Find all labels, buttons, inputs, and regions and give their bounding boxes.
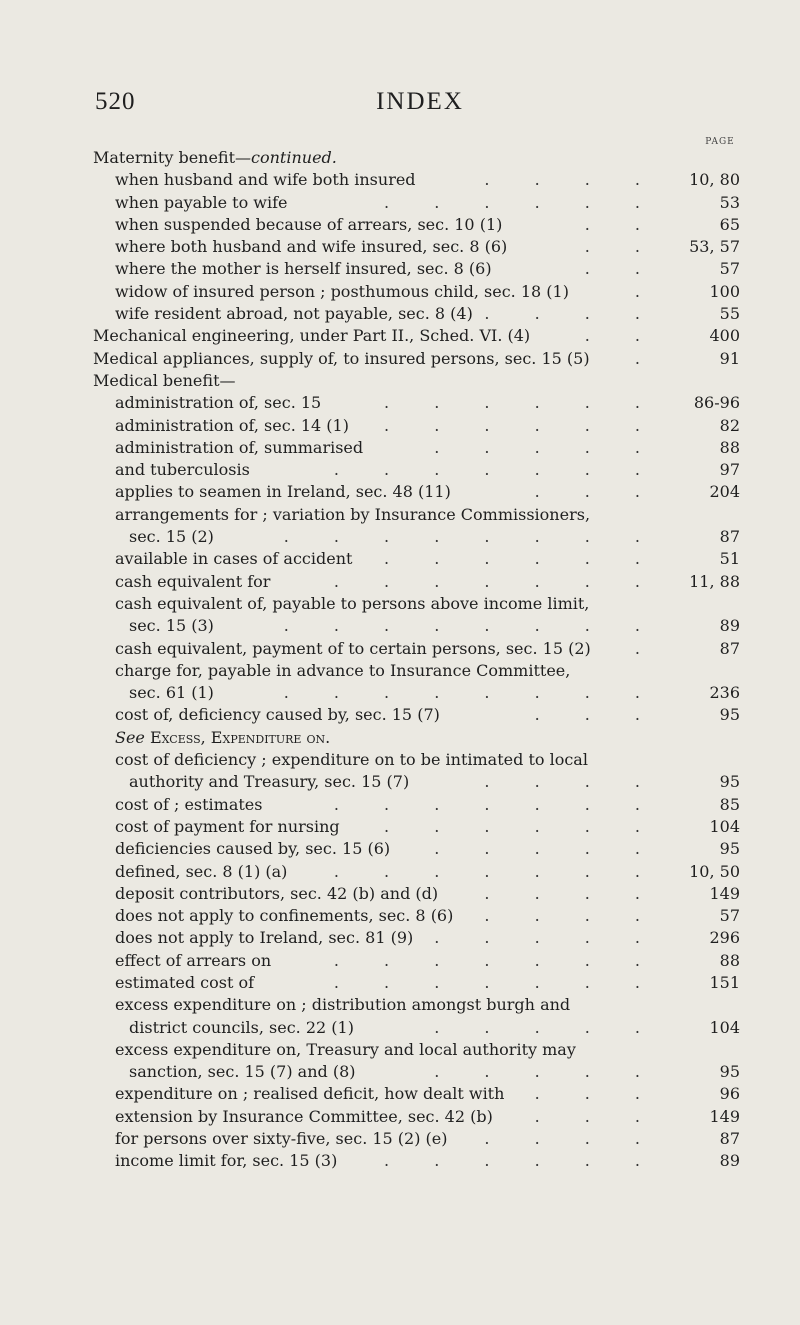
entry-page-ref: 104 bbox=[709, 816, 740, 836]
entry-page-ref: 85 bbox=[719, 794, 740, 814]
index-entry bbox=[93, 147, 740, 169]
entry-text: excess expenditure on, Treasury and local authority may bbox=[115, 1039, 576, 1059]
entry-page-ref: 57 bbox=[719, 259, 740, 279]
leader-dots: . . . . . . bbox=[384, 816, 660, 836]
entry-text: Medical appliances, supply of, to insured persons, sec. 15 (5) bbox=[93, 348, 590, 368]
leader-dots: . . . . . . bbox=[384, 393, 660, 413]
entry-text: administration of, sec. 15 bbox=[115, 393, 322, 413]
leader-dots: . . . . bbox=[484, 906, 660, 926]
entry-text: sec. 15 (2) bbox=[129, 527, 214, 547]
index-entry bbox=[93, 504, 740, 526]
page-number: 520 bbox=[95, 88, 136, 115]
leader-dots: . . . . . bbox=[434, 437, 660, 457]
index-entry bbox=[93, 548, 740, 570]
index-entry bbox=[93, 905, 740, 927]
entry-text: Mechanical engineering, under Part II., Sched. VI. (4) bbox=[93, 326, 531, 346]
entry-page-ref: 236 bbox=[709, 683, 740, 703]
entry-page-ref: 86-96 bbox=[693, 393, 740, 413]
entry-text: charge for, payable in advance to Insurance Committee, bbox=[115, 660, 571, 680]
entry-text: cash equivalent of, payable to persons above income limit, bbox=[115, 593, 590, 613]
leader-dots: . . . . . . . bbox=[333, 972, 660, 992]
leader-dots: . . . . . . . bbox=[333, 460, 660, 480]
leader-dots: . . bbox=[584, 326, 660, 346]
index-entry bbox=[93, 1128, 740, 1150]
index-entry bbox=[93, 1150, 740, 1172]
leader-dots: . . . . . . bbox=[384, 192, 660, 212]
index-entry bbox=[93, 883, 740, 905]
page-column-label: PAGE bbox=[705, 137, 735, 147]
index-entry bbox=[93, 571, 740, 593]
index-entry bbox=[93, 1061, 740, 1083]
leader-dots: . . . . . bbox=[434, 839, 660, 859]
entry-page-ref: 95 bbox=[719, 772, 740, 792]
index-entry bbox=[93, 727, 740, 749]
entry-page-ref: 10, 50 bbox=[689, 861, 740, 881]
entry-text: arrangements for ; variation by Insurance Commissioners, bbox=[115, 504, 591, 524]
leader-dots: . . . . . bbox=[434, 1062, 660, 1082]
entry-text: where the mother is herself insured, sec. 8 (6) bbox=[115, 259, 492, 279]
entry-text: excess expenditure on ; distribution amongst burgh and bbox=[115, 995, 571, 1015]
entry-text: and tuberculosis bbox=[115, 460, 250, 480]
entry-page-ref: 104 bbox=[709, 1017, 740, 1037]
entry-page-ref: 88 bbox=[719, 437, 740, 457]
entry-text: administration of, sec. 14 (1) bbox=[115, 415, 349, 435]
index-entry bbox=[93, 593, 740, 615]
entry-page-ref: 87 bbox=[719, 638, 740, 658]
leader-dots: . . . . bbox=[484, 883, 660, 903]
entry-text: income limit for, sec. 15 (3) bbox=[115, 1151, 338, 1171]
leader-dots: . . . bbox=[534, 482, 660, 502]
entry-text: district councils, sec. 22 (1) bbox=[129, 1017, 354, 1037]
leader-dots: . . . . bbox=[484, 304, 660, 324]
index-entry bbox=[93, 415, 740, 437]
entry-text: cost of payment for nursing bbox=[115, 816, 340, 836]
entry-text: cost of deficiency ; expenditure on to be intimated to local bbox=[115, 750, 588, 770]
entry-text: defined, sec. 8 (1) (a) bbox=[115, 861, 288, 881]
index-entry bbox=[93, 794, 740, 816]
leader-dots: . bbox=[634, 348, 660, 368]
index-entry bbox=[93, 459, 740, 481]
entry-suffix: —continued. bbox=[235, 148, 337, 167]
leader-dots: . . . . . . . . bbox=[283, 527, 660, 547]
index-entry bbox=[93, 526, 740, 548]
entry-text: deficiencies caused by, sec. 15 (6) bbox=[115, 839, 391, 859]
entry-page-ref: 82 bbox=[719, 415, 740, 435]
entry-text: wife resident abroad, not payable, sec. 8 (4) bbox=[115, 304, 473, 324]
index-entry bbox=[93, 392, 740, 414]
leader-dots: . . . . . . . bbox=[333, 950, 660, 970]
leader-dots: . . . . . . bbox=[384, 1151, 660, 1171]
entry-page-ref: 53 bbox=[719, 192, 740, 212]
entry-page-ref: 88 bbox=[719, 950, 740, 970]
entry-text: cost of ; estimates bbox=[115, 794, 263, 814]
index-entry bbox=[93, 1017, 740, 1039]
leader-dots: . . . bbox=[534, 1084, 660, 1104]
entry-text: authority and Treasury, sec. 15 (7) bbox=[129, 772, 410, 792]
leader-dots: . . . . . . . . bbox=[283, 683, 660, 703]
index-entry bbox=[93, 192, 740, 214]
entry-page-ref: 57 bbox=[719, 906, 740, 926]
leader-dots: . . . . bbox=[484, 1129, 660, 1149]
leader-dots: . bbox=[634, 281, 660, 301]
entry-text: cash equivalent, payment of to certain persons, sec. 15 (2) bbox=[115, 638, 591, 658]
leader-dots: . . bbox=[584, 237, 660, 257]
entry-page-ref: 10, 80 bbox=[689, 170, 740, 190]
entry-page-ref: 151 bbox=[709, 972, 740, 992]
entry-page-ref: 100 bbox=[709, 281, 740, 301]
index-entry bbox=[93, 1039, 740, 1061]
entry-text: effect of arrears on bbox=[115, 950, 272, 970]
entry-text: does not apply to Ireland, sec. 81 (9) bbox=[115, 928, 414, 948]
entry-page-ref: 87 bbox=[719, 1129, 740, 1149]
index-entries bbox=[93, 147, 740, 1173]
leader-dots: . . . bbox=[534, 705, 660, 725]
index-entry bbox=[93, 214, 740, 236]
entry-text: sanction, sec. 15 (7) and (8) bbox=[129, 1062, 356, 1082]
entry-page-ref: 204 bbox=[709, 482, 740, 502]
leader-dots: . . . bbox=[534, 1106, 660, 1126]
entry-page-ref: 400 bbox=[709, 326, 740, 346]
index-entry bbox=[93, 236, 740, 258]
entry-text: extension by Insurance Committee, sec. 42 (b) bbox=[115, 1106, 493, 1126]
entry-text: does not apply to confinements, sec. 8 (6) bbox=[115, 906, 454, 926]
entry-cross-reference: Excess, Expenditure on. bbox=[144, 727, 331, 747]
index-entry bbox=[93, 838, 740, 860]
entry-page-ref: 53, 57 bbox=[689, 237, 740, 257]
leader-dots: . . . . . . bbox=[384, 549, 660, 569]
entry-text: expenditure on ; realised deficit, how dealt with bbox=[115, 1084, 505, 1104]
index-entry bbox=[93, 258, 740, 280]
entry-text: where both husband and wife insured, sec. 8 (6) bbox=[115, 237, 508, 257]
entry-page-ref: 149 bbox=[709, 883, 740, 903]
entry-page-ref: 55 bbox=[719, 304, 740, 324]
index-entry bbox=[93, 660, 740, 682]
index-entry bbox=[93, 169, 740, 191]
index-entry bbox=[93, 1083, 740, 1105]
entry-text: Medical benefit— bbox=[93, 370, 236, 390]
entry-page-ref: 89 bbox=[719, 1151, 740, 1171]
index-entry bbox=[93, 704, 740, 726]
leader-dots: . bbox=[634, 638, 660, 658]
entry-page-ref: 89 bbox=[719, 616, 740, 636]
entry-text: widow of insured person ; posthumous child, sec. 18 (1) bbox=[115, 281, 569, 301]
index-entry bbox=[93, 749, 740, 771]
index-entry bbox=[93, 682, 740, 704]
entry-page-ref: 11, 88 bbox=[689, 571, 740, 591]
leader-dots: . . bbox=[584, 259, 660, 279]
leader-dots: . . . . . . . . bbox=[283, 616, 660, 636]
leader-dots: . . bbox=[584, 214, 660, 234]
leader-dots: . . . . bbox=[484, 170, 660, 190]
entry-page-ref: 91 bbox=[719, 348, 740, 368]
leader-dots: . . . . . . . bbox=[333, 861, 660, 881]
entry-page-ref: 51 bbox=[719, 549, 740, 569]
entry-page-ref: 96 bbox=[719, 1084, 740, 1104]
index-entry bbox=[93, 816, 740, 838]
index-entry bbox=[93, 771, 740, 793]
index-entry bbox=[93, 481, 740, 503]
leader-dots: . . . . . bbox=[434, 928, 660, 948]
entry-page-ref: 87 bbox=[719, 527, 740, 547]
index-entry bbox=[93, 303, 740, 325]
page-title: INDEX bbox=[376, 88, 464, 115]
entry-text: for persons over sixty-five, sec. 15 (2) (e) bbox=[115, 1129, 448, 1149]
entry-text: sec. 61 (1) bbox=[129, 683, 214, 703]
entry-page-ref: 97 bbox=[719, 460, 740, 480]
entry-page-ref: 95 bbox=[719, 839, 740, 859]
entry-text: available in cases of accident bbox=[115, 549, 353, 569]
leader-dots: . . . . . . . bbox=[333, 571, 660, 591]
index-entry bbox=[93, 370, 740, 392]
entry-text: when suspended because of arrears, sec. 10 (1) bbox=[115, 214, 503, 234]
entry-text: estimated cost of bbox=[115, 972, 255, 992]
index-entry bbox=[93, 927, 740, 949]
entry-text: cash equivalent for bbox=[115, 571, 271, 591]
entry-page-ref: 65 bbox=[719, 214, 740, 234]
index-entry bbox=[93, 994, 740, 1016]
entry-page-ref: 296 bbox=[709, 928, 740, 948]
entry-text: See bbox=[115, 727, 145, 747]
entry-page-ref: 95 bbox=[719, 705, 740, 725]
leader-dots: . . . . . . bbox=[384, 415, 660, 435]
index-entry bbox=[93, 1106, 740, 1128]
index-entry bbox=[93, 615, 740, 637]
entry-text: administration of, summarised bbox=[115, 437, 364, 457]
entry-text: applies to seamen in Ireland, sec. 48 (11) bbox=[115, 482, 451, 502]
index-entry bbox=[93, 972, 740, 994]
leader-dots: . . . . . . . bbox=[333, 794, 660, 814]
entry-page-ref: 95 bbox=[719, 1062, 740, 1082]
entry-text: deposit contributors, sec. 42 (b) and (d) bbox=[115, 883, 439, 903]
index-entry bbox=[93, 638, 740, 660]
entry-page-ref: 149 bbox=[709, 1106, 740, 1126]
index-entry bbox=[93, 348, 740, 370]
entry-text: cost of, deficiency caused by, sec. 15 (7) bbox=[115, 705, 440, 725]
index-entry bbox=[93, 950, 740, 972]
entry-text: Maternity benefit bbox=[93, 148, 236, 167]
entry-text: when payable to wife bbox=[115, 192, 288, 212]
entry-text: when husband and wife both insured bbox=[115, 170, 416, 190]
index-entry bbox=[93, 325, 740, 347]
page-header bbox=[95, 88, 745, 120]
leader-dots: . . . . bbox=[484, 772, 660, 792]
entry-text: sec. 15 (3) bbox=[129, 616, 214, 636]
index-entry bbox=[93, 861, 740, 883]
index-entry bbox=[93, 437, 740, 459]
leader-dots: . . . . . bbox=[434, 1017, 660, 1037]
index-entry bbox=[93, 281, 740, 303]
